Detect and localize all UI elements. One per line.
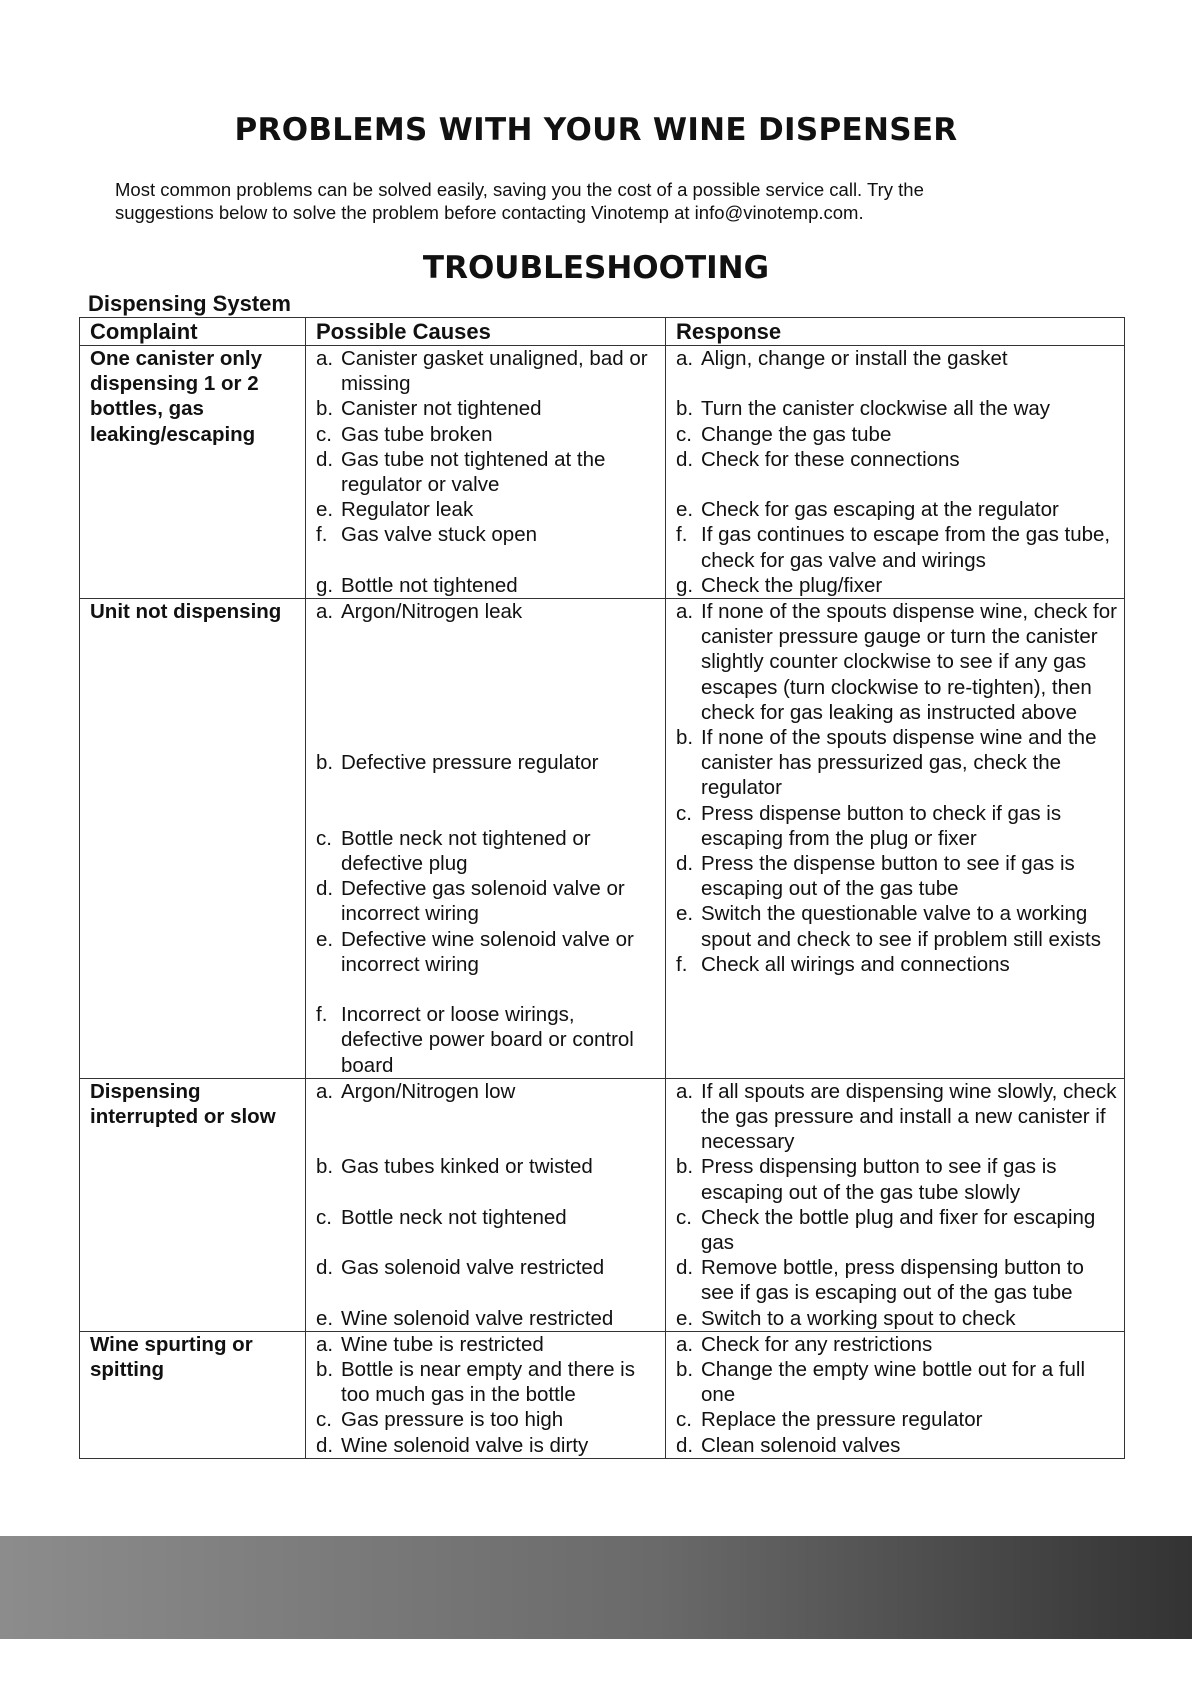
- item-letter: e.: [316, 927, 334, 951]
- item-text: Check for these connections: [701, 447, 960, 471]
- item-letter: f.: [316, 523, 328, 547]
- cause-item: [316, 1205, 659, 1230]
- item-text: Wine solenoid valve is dirty: [341, 1433, 589, 1457]
- cause-item: [316, 750, 659, 775]
- response-item: [676, 396, 1118, 421]
- table-row: [80, 599, 1125, 1079]
- response-cell: [666, 1331, 1125, 1458]
- cause-item: [316, 826, 659, 876]
- item-text: Canister gasket unaligned, bad or missing: [341, 347, 648, 396]
- item-letter: c.: [316, 1408, 332, 1432]
- cause-item: [316, 422, 659, 447]
- item-letter: a.: [316, 1332, 334, 1356]
- response-item: [676, 952, 1118, 977]
- item-text: Bottle neck not tightened: [341, 1205, 567, 1229]
- cause-item: [316, 522, 659, 547]
- section-title: TROUBLESHOOTING: [422, 250, 770, 286]
- cause-item: [316, 876, 659, 926]
- causes-cell: [306, 346, 666, 599]
- item-text: Align, change or install the gasket: [701, 347, 1008, 370]
- footer-band: [0, 1536, 1192, 1639]
- item-text: Check for any restrictions: [701, 1332, 933, 1356]
- header-response: Response: [666, 318, 1125, 346]
- item-text: Gas valve stuck open: [341, 523, 537, 547]
- complaint-cell: Dispensing interrupted or slow: [80, 1078, 306, 1331]
- item-text: Check the plug/fixer: [701, 573, 883, 597]
- item-text: Regulator leak: [341, 498, 474, 522]
- causes-cell: [306, 1331, 666, 1458]
- response-item: [676, 801, 1118, 851]
- item-letter: b.: [316, 1357, 334, 1381]
- item-text: Replace the pressure regulator: [701, 1408, 983, 1432]
- response-cell: [666, 599, 1125, 1079]
- item-text: Check for gas escaping at the regulator: [701, 498, 1059, 522]
- item-letter: e.: [676, 1306, 694, 1330]
- cause-item: [316, 1306, 659, 1331]
- item-letter: f.: [316, 1003, 328, 1027]
- response-cell: [666, 1078, 1125, 1331]
- complaint-cell: Unit not dispensing: [80, 599, 306, 1079]
- item-text: Press dispensing button to see if gas is escaping out of the gas tube slowly: [701, 1155, 1057, 1204]
- item-text: Press the dispense button to see if gas is escaping out of the gas tube: [701, 852, 1075, 901]
- item-text: Press dispense button to check if gas is escaping from the plug or fixer: [701, 801, 1062, 850]
- intro-line-2: suggestions below to solve the problem before contacting Vinotemp at info@vinotemp.com.: [115, 202, 864, 223]
- item-text: Gas tube broken: [341, 422, 493, 446]
- response-item: [676, 422, 1118, 447]
- cause-item: [316, 1357, 659, 1407]
- cause-item: [316, 599, 659, 624]
- item-text: Switch the questionable valve to a working spout and check to see if problem still exists: [701, 902, 1101, 951]
- table-row: [80, 1078, 1125, 1331]
- response-item: [676, 1205, 1118, 1255]
- item-text: Check all wirings and connections: [701, 952, 1010, 976]
- response-item: [676, 447, 1118, 472]
- cause-item: [316, 497, 659, 522]
- complaint-cell: One canister only dispensing 1 or 2 bottles, gas leaking/escaping: [80, 346, 306, 599]
- item-text: Argon/Nitrogen leak: [341, 600, 523, 624]
- item-text: Wine solenoid valve restricted: [341, 1306, 614, 1330]
- item-text: Gas solenoid valve restricted: [341, 1256, 605, 1280]
- page-title: PROBLEMS WITH YOUR WINE DISPENSER: [234, 112, 958, 148]
- item-letter: b.: [316, 751, 334, 775]
- item-letter: c.: [676, 1408, 692, 1432]
- item-text: Switch to a working spout to check: [701, 1306, 1016, 1330]
- response-item: [676, 1255, 1118, 1305]
- response-item: [676, 346, 1118, 371]
- item-letter: f.: [676, 523, 688, 547]
- item-text: Incorrect or loose wirings, defective power board or control board: [341, 1003, 634, 1077]
- item-text: Canister not tightened: [341, 397, 542, 421]
- item-text: If all spouts are dispensing wine slowly, check the gas pressure and install a new canister if necessary: [701, 1079, 1117, 1154]
- item-letter: f.: [676, 952, 688, 976]
- complaint-cell: Wine spurting or spitting: [80, 1331, 306, 1458]
- item-text: Defective gas solenoid valve or incorrect wiring: [341, 877, 625, 926]
- item-letter: d.: [316, 877, 334, 901]
- response-item: [676, 1357, 1118, 1407]
- item-letter: d.: [676, 447, 694, 471]
- item-letter: d.: [676, 1433, 694, 1457]
- item-letter: c.: [316, 422, 332, 446]
- response-item: [676, 1332, 1118, 1357]
- table-row: [80, 346, 1125, 599]
- item-letter: a.: [676, 1332, 694, 1356]
- item-letter: a.: [316, 347, 334, 370]
- item-text: Bottle not tightened: [341, 573, 518, 597]
- item-letter: g.: [676, 573, 694, 597]
- item-letter: d.: [316, 447, 334, 471]
- cause-item: [316, 1255, 659, 1280]
- item-letter: c.: [676, 801, 692, 825]
- item-text: Argon/Nitrogen low: [341, 1079, 516, 1103]
- table-row: [80, 1331, 1125, 1458]
- cause-item: [316, 447, 659, 497]
- cause-item: [316, 346, 659, 396]
- causes-cell: [306, 599, 666, 1079]
- item-letter: d.: [676, 1256, 694, 1280]
- intro-text: [115, 178, 1075, 224]
- item-letter: e.: [676, 902, 694, 926]
- troubleshooting-table: [79, 317, 1125, 1459]
- cause-item: [316, 1154, 659, 1179]
- response-item: [676, 1306, 1118, 1331]
- cause-item: [316, 1407, 659, 1432]
- item-letter: c.: [316, 826, 332, 850]
- item-letter: e.: [676, 498, 694, 522]
- response-item: [676, 901, 1118, 951]
- response-item: [676, 1433, 1118, 1458]
- cause-item: [316, 927, 659, 977]
- response-item: [676, 851, 1118, 901]
- response-item: [676, 497, 1118, 522]
- item-text: Gas tubes kinked or twisted: [341, 1155, 593, 1179]
- item-letter: a.: [676, 600, 694, 624]
- response-item: [676, 573, 1118, 598]
- causes-cell: [306, 1078, 666, 1331]
- header-complaint: Complaint: [80, 318, 306, 346]
- item-letter: a.: [676, 1079, 694, 1103]
- item-letter: c.: [676, 422, 692, 446]
- item-letter: b.: [676, 1155, 694, 1179]
- cause-item: [316, 1332, 659, 1357]
- item-letter: a.: [316, 600, 334, 624]
- item-letter: b.: [676, 726, 694, 750]
- item-text: If gas continues to escape from the gas tube, check for gas valve and wirings: [701, 523, 1111, 572]
- item-letter: b.: [676, 1357, 694, 1381]
- item-letter: b.: [676, 397, 694, 421]
- item-letter: g.: [316, 573, 334, 597]
- item-letter: d.: [316, 1256, 334, 1280]
- response-item: [676, 1407, 1118, 1432]
- cause-item: [316, 1433, 659, 1458]
- response-item: [676, 725, 1118, 801]
- item-text: Change the gas tube: [701, 422, 892, 446]
- item-letter: c.: [676, 1205, 692, 1229]
- item-letter: e.: [316, 498, 334, 522]
- response-item: [676, 1154, 1118, 1204]
- item-text: Turn the canister clockwise all the way: [701, 397, 1051, 421]
- cause-item: [316, 573, 659, 598]
- item-letter: c.: [316, 1205, 332, 1229]
- system-label: Dispensing System: [88, 291, 291, 316]
- item-letter: e.: [316, 1306, 334, 1330]
- response-item: [676, 522, 1118, 572]
- item-text: Defective wine solenoid valve or incorrect wiring: [341, 927, 634, 976]
- response-item: [676, 599, 1118, 725]
- item-text: Remove bottle, press dispensing button to see if gas is escaping out of the gas tube: [701, 1256, 1084, 1305]
- item-text: Wine tube is restricted: [341, 1332, 544, 1356]
- cause-item: [316, 396, 659, 421]
- item-letter: b.: [316, 397, 334, 421]
- item-text: Change the empty wine bottle out for a full one: [701, 1357, 1086, 1407]
- item-text: Check the bottle plug and fixer for escaping gas: [701, 1205, 1096, 1254]
- item-text: If none of the spouts dispense wine, check for canister pressure gauge or turn the canister slightly counter clockwise to see if any gas escapes (turn clockwise to re-tighten), then check for gas leaking as instructed above: [701, 600, 1117, 724]
- response-cell: [666, 346, 1125, 599]
- cause-item: [316, 1079, 659, 1104]
- item-letter: d.: [676, 852, 694, 876]
- item-text: Gas tube not tightened at the regulator or valve: [341, 447, 606, 497]
- response-item: [676, 1079, 1118, 1155]
- item-letter: a.: [316, 1079, 334, 1103]
- item-text: Gas pressure is too high: [341, 1408, 564, 1432]
- table-header-row: [80, 318, 1125, 346]
- item-letter: d.: [316, 1433, 334, 1457]
- item-text: Defective pressure regulator: [341, 751, 599, 775]
- item-text: Clean solenoid valves: [701, 1433, 901, 1457]
- intro-line-1: Most common problems can be solved easily, saving you the cost of a possible service call. Try the: [115, 179, 924, 200]
- item-text: If none of the spouts dispense wine and the canister has pressurized gas, check the regulator: [701, 726, 1097, 800]
- header-possible-causes: Possible Causes: [306, 318, 666, 346]
- item-text: Bottle is near empty and there is too much gas in the bottle: [341, 1357, 635, 1407]
- item-text: Bottle neck not tightened or defective plug: [341, 826, 591, 875]
- cause-item: [316, 1002, 659, 1078]
- item-letter: b.: [316, 1155, 334, 1179]
- item-letter: a.: [676, 347, 694, 370]
